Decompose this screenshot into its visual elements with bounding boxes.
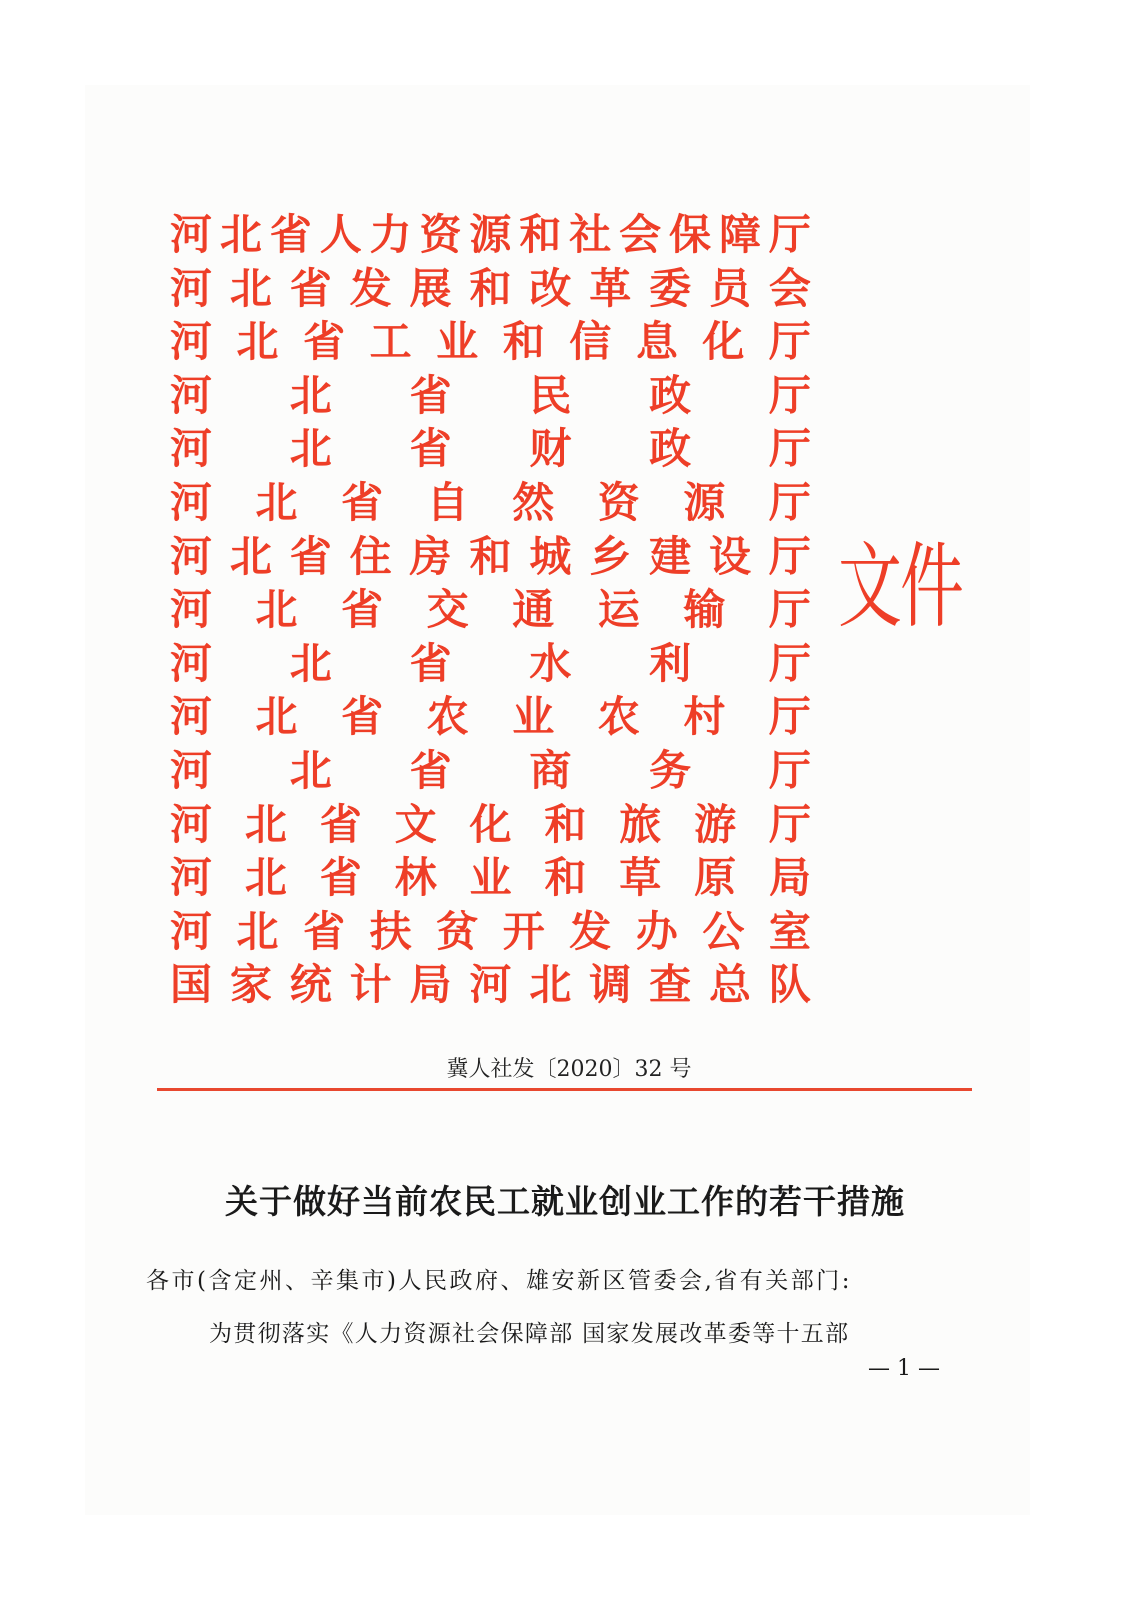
agency-name-row: 河 北 省 商 务 厅: [169, 745, 811, 795]
agency-name-row: 河 北 省 交 通 运 输 厅: [169, 585, 811, 635]
document-title: 关于做好当前农民工就业创业工作的若干措施: [225, 1182, 905, 1221]
agency-name-row: 河 北 省 林 业 和 草 原 局: [169, 853, 811, 903]
agency-name-row: 河 北 省 住 房 和 城 乡 建 设 厅: [169, 531, 811, 581]
document-number: 冀人社发〔2020〕32 号: [446, 1057, 692, 1082]
agency-name-row: 国 家 统 计 局 河 北 调 查 总 队: [169, 960, 811, 1010]
agency-name-row: 河 北 省 自 然 资 源 厅: [169, 477, 811, 527]
agency-name-row: 河 北 省 农 业 农 村 厅: [169, 692, 811, 742]
agency-name-row: 河 北 省 民 政 厅: [169, 370, 811, 420]
red-separator-line: [157, 1088, 972, 1091]
page-number: — 1 —: [868, 1356, 940, 1381]
body-text-first-line: 为贯彻落实《人力资源社会保障部 国家发展改革委等十五部: [209, 1321, 850, 1347]
agency-name-row: 河 北 省 水 利 厅: [169, 638, 811, 688]
agency-name-row: 河 北 省 文 化 和 旅 游 厅: [169, 799, 811, 849]
agency-name-row: 河 北 省 扶 贫 开 发 办 公 室: [169, 906, 811, 956]
agency-name-row: 河 北 省 工 业 和 信 息 化 厅: [169, 317, 811, 367]
salutation-line: 各市(含定州、辛集市)人民政府、雄安新区管委会,省有关部门:: [146, 1268, 853, 1294]
agency-name-row: 河 北 省 人 力 资 源 和 社 会 保 障 厅: [169, 210, 811, 259]
document-suffix-label: 文件: [838, 534, 962, 642]
agency-name-row: 河 北 省 财 政 厅: [169, 424, 811, 474]
issuing-agencies-header: [168, 208, 813, 1012]
agency-name-row: 河 北 省 发 展 和 改 革 委 员 会: [169, 263, 811, 313]
